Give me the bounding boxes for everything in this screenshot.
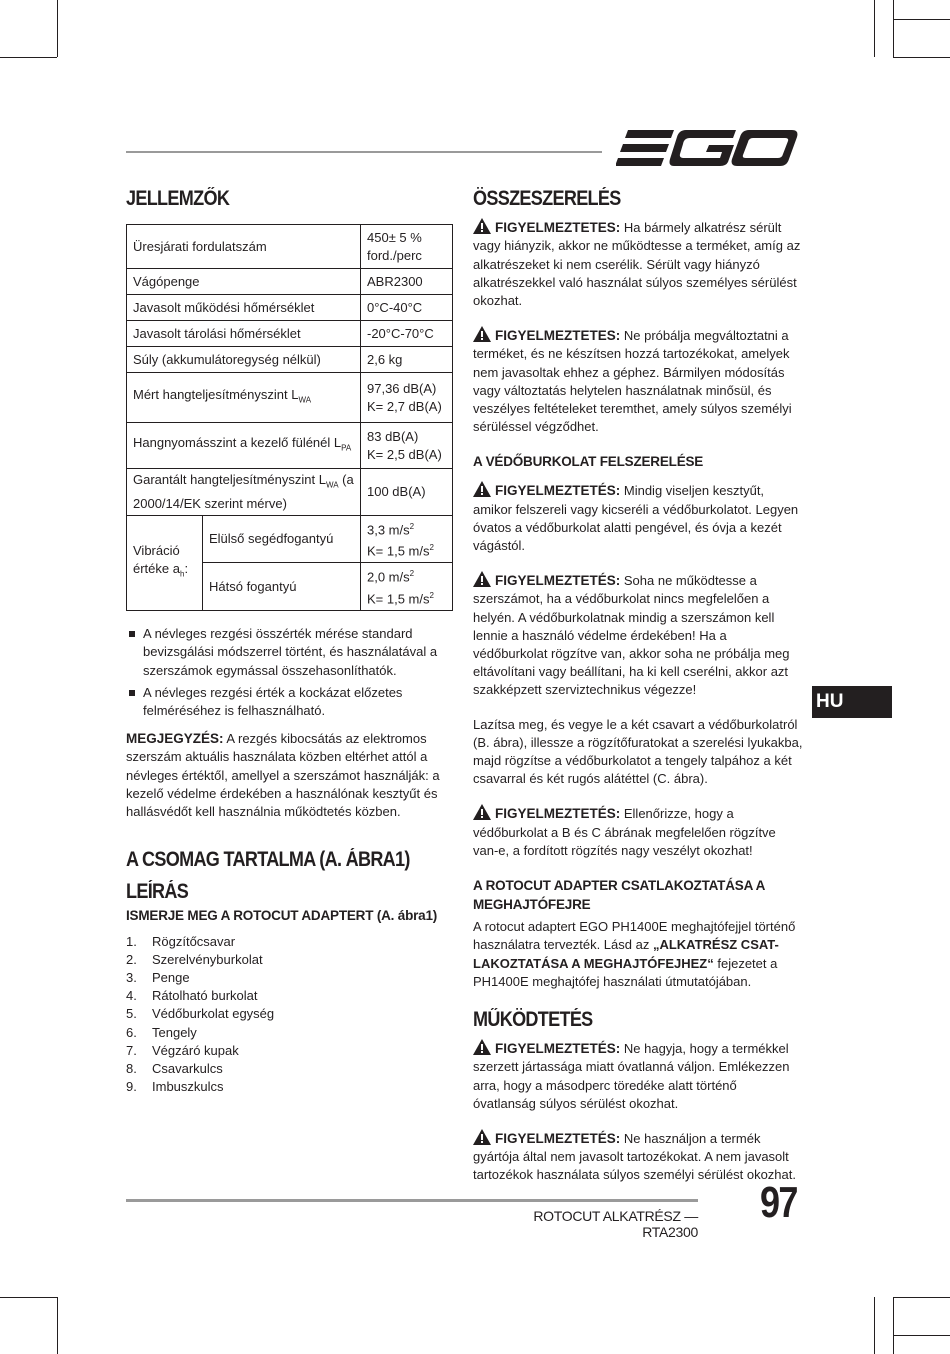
list-item: A névleges rezgési érték a kockázat előzetes felméréséhez is felhasználható. — [126, 684, 453, 720]
spec-value: 450± 5 % ford./perc — [361, 225, 453, 269]
guard-title: A VÉDŐBURKOLAT FELSZERELÉSE — [473, 454, 704, 470]
spec-value-front-handle: 3,3 $m/s^2$ K= 1,5 $m/s^2$ — [361, 515, 453, 563]
crop-mark — [893, 0, 894, 57]
parts-list — [126, 933, 453, 1097]
spec-label: Javasolt tárolási hőmérséklet — [127, 321, 361, 347]
list-item: 2. Szerelvényburkolat — [126, 951, 263, 967]
spec-value: 2,6 kg — [361, 347, 453, 373]
right-column — [473, 187, 803, 1185]
header-rule — [126, 151, 602, 153]
list-item: 8. Csavarkulcs — [126, 1060, 223, 1076]
note-paragraph: MEGJEGYZÉS: A rezgés kibocsátás az elektromos szerszám aktuális használata közben eltérhet attól a névleges értéktől, amellyel a szerszámot használják: a kezelő védelme érdekében a használónak kesztyűt és hallásvédőt kell használnia működtetés közben. — [126, 731, 440, 819]
crop-mark — [893, 19, 950, 20]
spec-value: ABR2300 — [361, 269, 453, 295]
warning-paragraph: FIGYELMEZTETÉS: Ne használjon a termék gyártója által nem javasolt tartozékokat. A nem javasolt tartozékok használata súlyos személyi sérülést okozhat. — [473, 1130, 796, 1183]
footer-rule — [126, 1199, 698, 1202]
assembly-title: ÖSSZESZERELÉS — [473, 187, 621, 210]
crop-mark — [0, 1297, 57, 1298]
spec-label-lwa: Mért hangteljesítményszint $L_{WA}$ — [127, 373, 361, 423]
warning-triangle-icon — [473, 218, 491, 234]
crop-mark — [57, 0, 58, 57]
warning-triangle-icon — [473, 481, 491, 497]
list-item: A névleges rezgési összérték mérése standard bevizsgálási módszerrel történt, és használatával a szerszámok egymással összehasonlíthatók. — [126, 625, 453, 680]
warning-triangle-icon — [473, 1129, 491, 1145]
warning-paragraph: FIGYELMEZTETÉS: Mindig viseljen kesztyűt, amikor felszereli vagy kicseréli a védőburkolatot. Legyen óvatos a védőburkolat alatti pengével, és óvja a kezét vágástól. — [473, 483, 799, 554]
warning-paragraph: FIGYELMEZTETÉS: Soha ne működtesse a szerszámot, ha a védőburkolat nincs megfelelően a helyén. A védőburkolatnak mindig a szerszámon kell lennie a használó védelme érdekében! Ha a védőburkolat rögzítve van, akkor soha ne próbálja meg eltávolítani vagy beállítani, ha ki kell cserélni, akkor azt szakképzett szerviztechnikus végezze! — [473, 573, 790, 698]
language-tab: HU — [812, 686, 892, 718]
left-column — [126, 187, 453, 1096]
list-item: 6. Tengely — [126, 1024, 197, 1040]
spec-label: Súly (akkumulátoregység nélkül) — [127, 347, 361, 373]
list-item: 1. Rögzítőcsavar — [126, 933, 236, 949]
crop-mark — [893, 1297, 894, 1354]
warning-triangle-icon — [473, 1039, 491, 1055]
warning-paragraph: FIGYELMEZTETES: Ne próbálja megváltoztatni a terméket, és ne készítsen hozzá tartozékokat, amelyek nem javasoltak ehhez a géphez. Bármilyen módosítás vagy változtatás helytelen használatnak minősül, és veszélyes feltételeket teremthet, amely súlyos személyi sérüléssel végződhet. — [473, 328, 792, 435]
crop-mark — [893, 1335, 950, 1336]
crop-mark — [0, 57, 57, 58]
square-bullet-icon — [129, 690, 135, 696]
footer-title: ROTOCUT ALKATRÉSZ — RTA2300 — [533, 1208, 698, 1240]
spec-label-guaranteed: Garantált hangteljesítményszint $L_{WA}$ (a 2000/14/EK szerint mérve) — [127, 469, 361, 516]
spec-value: -20°C-70°C — [361, 321, 453, 347]
operation-title: MŰKÖDTETÉS — [473, 1007, 593, 1031]
warning-triangle-icon — [473, 326, 491, 342]
warning-paragraph: FIGYELMEZTETÉS: Ne hagyja, hogy a termékkel szerzett jártassága miatt óvatlanná váljon. Emlékezzen arra, hogy a másodperc töredéke alatt történő óvatlanság súlyos sérülést okozhat. — [473, 1041, 790, 1111]
list-item: 3. Penge — [126, 969, 190, 985]
connect-title: A ROTOCUT ADAPTER CSATLAKOZTATÁSA A MEGHAJTÓFEJRE — [473, 878, 765, 913]
page-number: 97 — [760, 1178, 797, 1227]
list-item: 5. Védőburkolat egység — [126, 1006, 275, 1022]
spec-label: Üresjárati fordulatszám — [127, 225, 361, 269]
warning-paragraph: FIGYELMEZTETES: Ha bármely alkatrész sérült vagy hiányzik, akkor ne működtesse a terméket, amíg az alkatrészeket ki nem cserélik. Sérült vagy hiányzó alkatrészekkel való használat súlyos személyes sérülést okozhat. — [473, 220, 801, 309]
description-title: LEÍRÁS — [126, 880, 189, 904]
crop-mark — [57, 1297, 58, 1354]
crop-mark — [893, 57, 950, 58]
package-title: A CSOMAG TARTALMA (A. ÁBRA1) — [126, 848, 410, 872]
crop-mark — [874, 0, 875, 57]
spec-label: Javasolt működési hőmérséklet — [127, 295, 361, 321]
warning-triangle-icon — [473, 571, 491, 587]
warning-paragraph: FIGYELMEZTETÉS: Ellenőrizze, hogy a védőburkolat a B és C ábrának megfelelően rögzítve van-e, a fordított rögzítés nagy veszélyt okozhat! — [473, 806, 776, 858]
square-bullet-icon — [129, 631, 135, 637]
crop-mark — [893, 1297, 950, 1298]
spec-label-rear-handle: Hátsó fogantyú — [203, 563, 361, 611]
crop-mark — [874, 1297, 875, 1354]
spec-value-lpa: 83 dB(A) K= 2,5 dB(A) — [361, 423, 453, 469]
ego-logo — [616, 128, 800, 175]
list-item: 4. Rátolható burkolat — [126, 988, 258, 1004]
guard-paragraph: Lazítsa meg, és vegye le a két csavart a védőburkolatról (B. ábra), illessze a rögzítőfuratokat a szerelési lyukakba, majd rögzítse a védőburkolatot a tengely talpához a két csavarral és két rugós alátéttel (C. ábra). — [473, 716, 803, 787]
warning-triangle-icon — [473, 804, 491, 820]
spec-label-vibration: Vibráció értéke $a_h$: — [127, 515, 203, 610]
list-item: 7. Végzáró kupak — [126, 1042, 239, 1058]
description-subtitle: ISMERJE MEG A ROTOCUT ADAPTERT (A. ábra1) — [126, 907, 438, 923]
spec-value-lwa: 97,36 dB(A) K= 2,7 dB(A) — [361, 373, 453, 423]
specs-title: JELLEMZŐK — [126, 187, 230, 210]
specs-table — [126, 224, 453, 611]
spec-label-front-handle: Elülső segédfogantyú — [203, 515, 361, 563]
spec-value-guaranteed: 100 dB(A) — [361, 469, 453, 516]
spec-value: 0°C-40°C — [361, 295, 453, 321]
list-item: 9. Imbuszkulcs — [126, 1079, 224, 1095]
spec-label-lpa: Hangnyomásszint a kezelő fülénél $L_{PA}$ — [127, 423, 361, 469]
spec-value-rear-handle: 2,0 $m/s^2$ K= 1,5 $m/s^2$ — [361, 563, 453, 611]
connect-paragraph: A rotocut adaptert EGO PH1400E meghajtófejjel történő használatra tervezték. Lásd az „ALKATRÉSZ CSAT-LAKOZTATÁSA A MEGHAJTÓFEJHEZ“ fejezetet a PH1400E meghajtófej használati útmutatójában. — [473, 919, 796, 989]
spec-label: Vágópenge — [127, 269, 361, 295]
bullet-list — [126, 625, 453, 720]
